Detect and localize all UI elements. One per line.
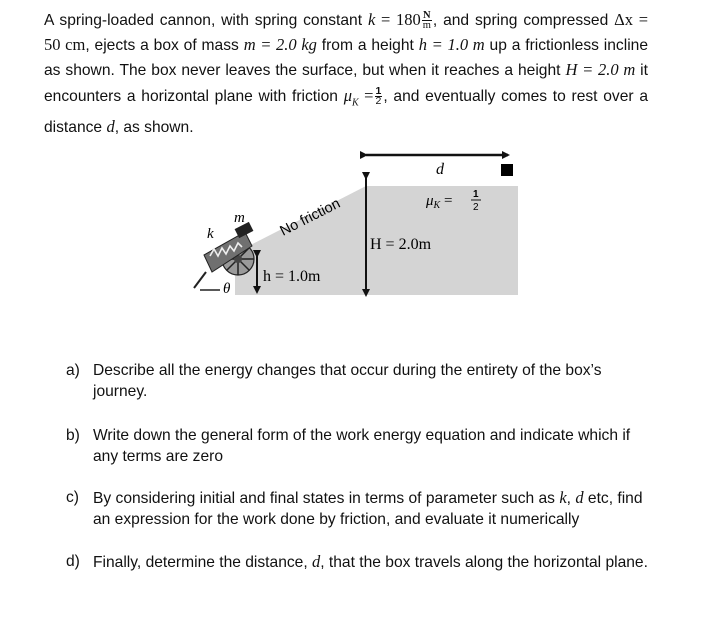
friction-fraction-denominator: 2 — [473, 202, 479, 213]
plane-height-value: H = 2.0 m — [565, 60, 636, 80]
launch-height-label: h = 1.0m — [263, 268, 321, 285]
question-c: c) By considering initial and final states in terms of parameter such as k, d etc, find an expression for the work done by friction, and evaluate it numerically — [66, 488, 643, 528]
friction-label: $\mu_K$ = — [426, 193, 453, 211]
question-b: b) Write down the general form of the work energy equation and indicate which if any terms are zero — [66, 427, 631, 465]
launch-height-value: h = 1.0 m — [418, 35, 485, 55]
problem-statement: A spring-loaded cannon, with spring constant k = 180 $\frac{N}{m}$ , and spring compressed Δx = 50 cm, ejects a box of mass m = 2.0 kg from a height h = 1.0 m up a frictionless incline as shown. The box never leaves the surface, but when it reaches a height H = 2.0 m it encounters a horizontal plane with friction $\mu_K$ = $\frac{1}{2}$ , and eventually comes to rest over a distance d, as shown. — [44, 10, 649, 137]
spring-constant-label: k — [207, 226, 214, 242]
mass-label: m — [234, 210, 245, 226]
angle-label: θ — [223, 281, 231, 297]
compression-value: Δx = 50 cm — [44, 10, 649, 55]
friction-coefficient-fraction: $\frac{1}{2}$ — [375, 84, 382, 107]
question-d: d) Finally, determine the distance, d, that the box travels along the horizontal plane. — [66, 552, 648, 571]
distance-symbol: d — [106, 117, 115, 137]
incline-label: No friction — [277, 195, 343, 240]
friction-fraction-numerator: 1 — [473, 189, 479, 200]
cannon-incline-diagram — [190, 150, 530, 310]
box-at-rest — [501, 164, 513, 176]
mass-value: m = 2.0 kg — [243, 35, 317, 55]
friction-coefficient-symbol: $\mu_K$ — [343, 85, 359, 108]
distance-label: d — [436, 161, 444, 178]
spring-constant-symbol: k — [367, 10, 376, 29]
plane-height-label: H = 2.0m — [370, 236, 432, 253]
question-a: a) Describe all the energy changes that occur during the entirety of the box’s journey. — [66, 362, 602, 400]
newton-per-meter-fraction: $\frac{N}{m}$ — [422, 10, 431, 32]
